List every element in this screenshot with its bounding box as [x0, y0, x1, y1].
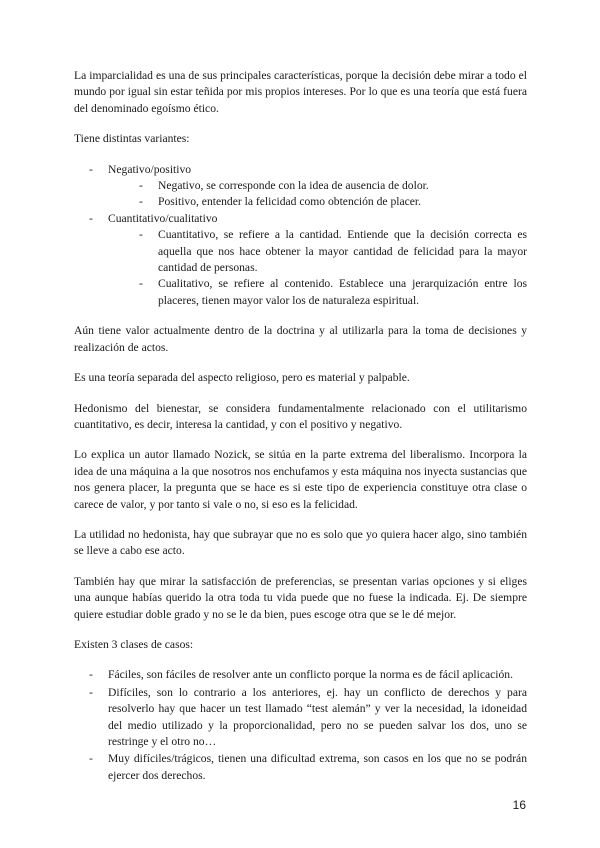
cases-list [74, 667, 527, 784]
sub-item [108, 178, 527, 194]
dash-bullet: - [89, 162, 93, 176]
case-item [74, 667, 527, 683]
dash-bullet: - [89, 685, 93, 699]
case-text: Muy difíciles/trágicos, tienen una dificultad extrema, son casos en los que no se podrán ejercer dos derechos. [108, 752, 527, 782]
sub-item [108, 227, 527, 276]
document-page [74, 68, 527, 785]
paragraph-preferences: También hay que mirar la satisfacción de preferencias, se presentan varias opciones y si eliges una aunque habías querido la otra toda tu vida puede que no fuese la indicada. Ej. De siempre quiere estudiar doble grado y no se le da bien, pues escoge otra que se le dé mejor. [74, 574, 527, 621]
variant-label: Negativo/positivo [108, 162, 192, 176]
variants-list [74, 162, 527, 310]
paragraph-impartiality: La imparcialidad es una de sus principales características, porque la decisión debe mirar a todo el mundo por igual sin estar teñida por mis propios intereses. Por lo que es una teoría que está fuera del denominado egoísmo ético. [74, 69, 527, 115]
dash-bullet: - [139, 195, 143, 209]
paragraph-doctrine: Aún tiene valor actualmente dentro de la doctrina y al utilizarla para la toma de decisiones y realización de actos. [74, 324, 527, 354]
sub-list [108, 178, 527, 211]
variant-item [74, 211, 527, 309]
case-text: Difíciles, son lo contrario a los anteriores, ej. hay un conflicto de derechos y para resolverlo hay que hacer un test llamado “test alemán” y ver la necesidad, la idoneidad del medio utilizado y la proporcionalidad, pero no se pueden salvar los dos, uno se restringe y el otro no… [108, 685, 527, 748]
paragraph-religious: Es una teoría separada del aspecto religioso, pero es material y palpable. [74, 371, 410, 385]
dash-bullet: - [139, 277, 143, 291]
page-number: 16 [512, 798, 526, 812]
variant-label: Cuantitativo/cualitativo [108, 211, 218, 225]
dash-bullet: - [89, 752, 93, 766]
sub-item-text: Cualitativo, se refiere al contenido. Establece una jerarquización entre los placeres, tienen mayor valor los de naturaleza espiritual. [158, 277, 527, 307]
sub-list [108, 227, 527, 309]
sub-item [108, 194, 527, 210]
dash-bullet: - [89, 211, 93, 225]
dash-bullet: - [139, 228, 143, 242]
paragraph-variants-intro: Tiene distintas variantes: [74, 132, 190, 146]
variant-item [74, 162, 527, 211]
sub-item-text: Cuantitativo, se refiere a la cantidad. Entiende que la decisión correcta es aquella que nos hace obtener la mayor cantidad de felicidad para la mayor cantidad de personas. [158, 228, 527, 275]
sub-item-text: Negativo, se corresponde con la idea de ausencia de dolor. [158, 179, 429, 193]
sub-item [108, 276, 527, 309]
case-item [74, 685, 527, 751]
case-text: Fáciles, son fáciles de resolver ante un conflicto porque la norma es de fácil aplicación. [108, 668, 513, 682]
paragraph-hedonism: Hedonismo del bienestar, se considera fundamentalmente relacionado con el utilitarismo cuantitativo, es decir, interesa la cantidad, y con el positivo y negativo. [74, 401, 527, 431]
paragraph-cases-intro: Existen 3 clases de casos: [74, 637, 194, 651]
paragraph-nozick: Lo explica un autor llamado Nozick, se sitúa en la parte extrema del liberalismo. Incorpora la idea de una máquina a la que nosotros nos enchufamos y esta máquina nos inyecta sustancias que nos genera placer, la pregunta que se hace es si este tipo de experiencia constituye otra clase o carece de valor, y por tanto si vale o no, si eso es la felicidad. [74, 448, 527, 511]
dash-bullet: - [89, 668, 93, 682]
case-item [74, 751, 527, 784]
paragraph-non-hedonist: La utilidad no hedonista, hay que subrayar que no es solo que yo quiera hacer algo, sino también se lleve a cabo ese acto. [74, 527, 527, 558]
sub-item-text: Positivo, entender la felicidad como obtención de placer. [158, 195, 422, 209]
dash-bullet: - [139, 179, 143, 193]
